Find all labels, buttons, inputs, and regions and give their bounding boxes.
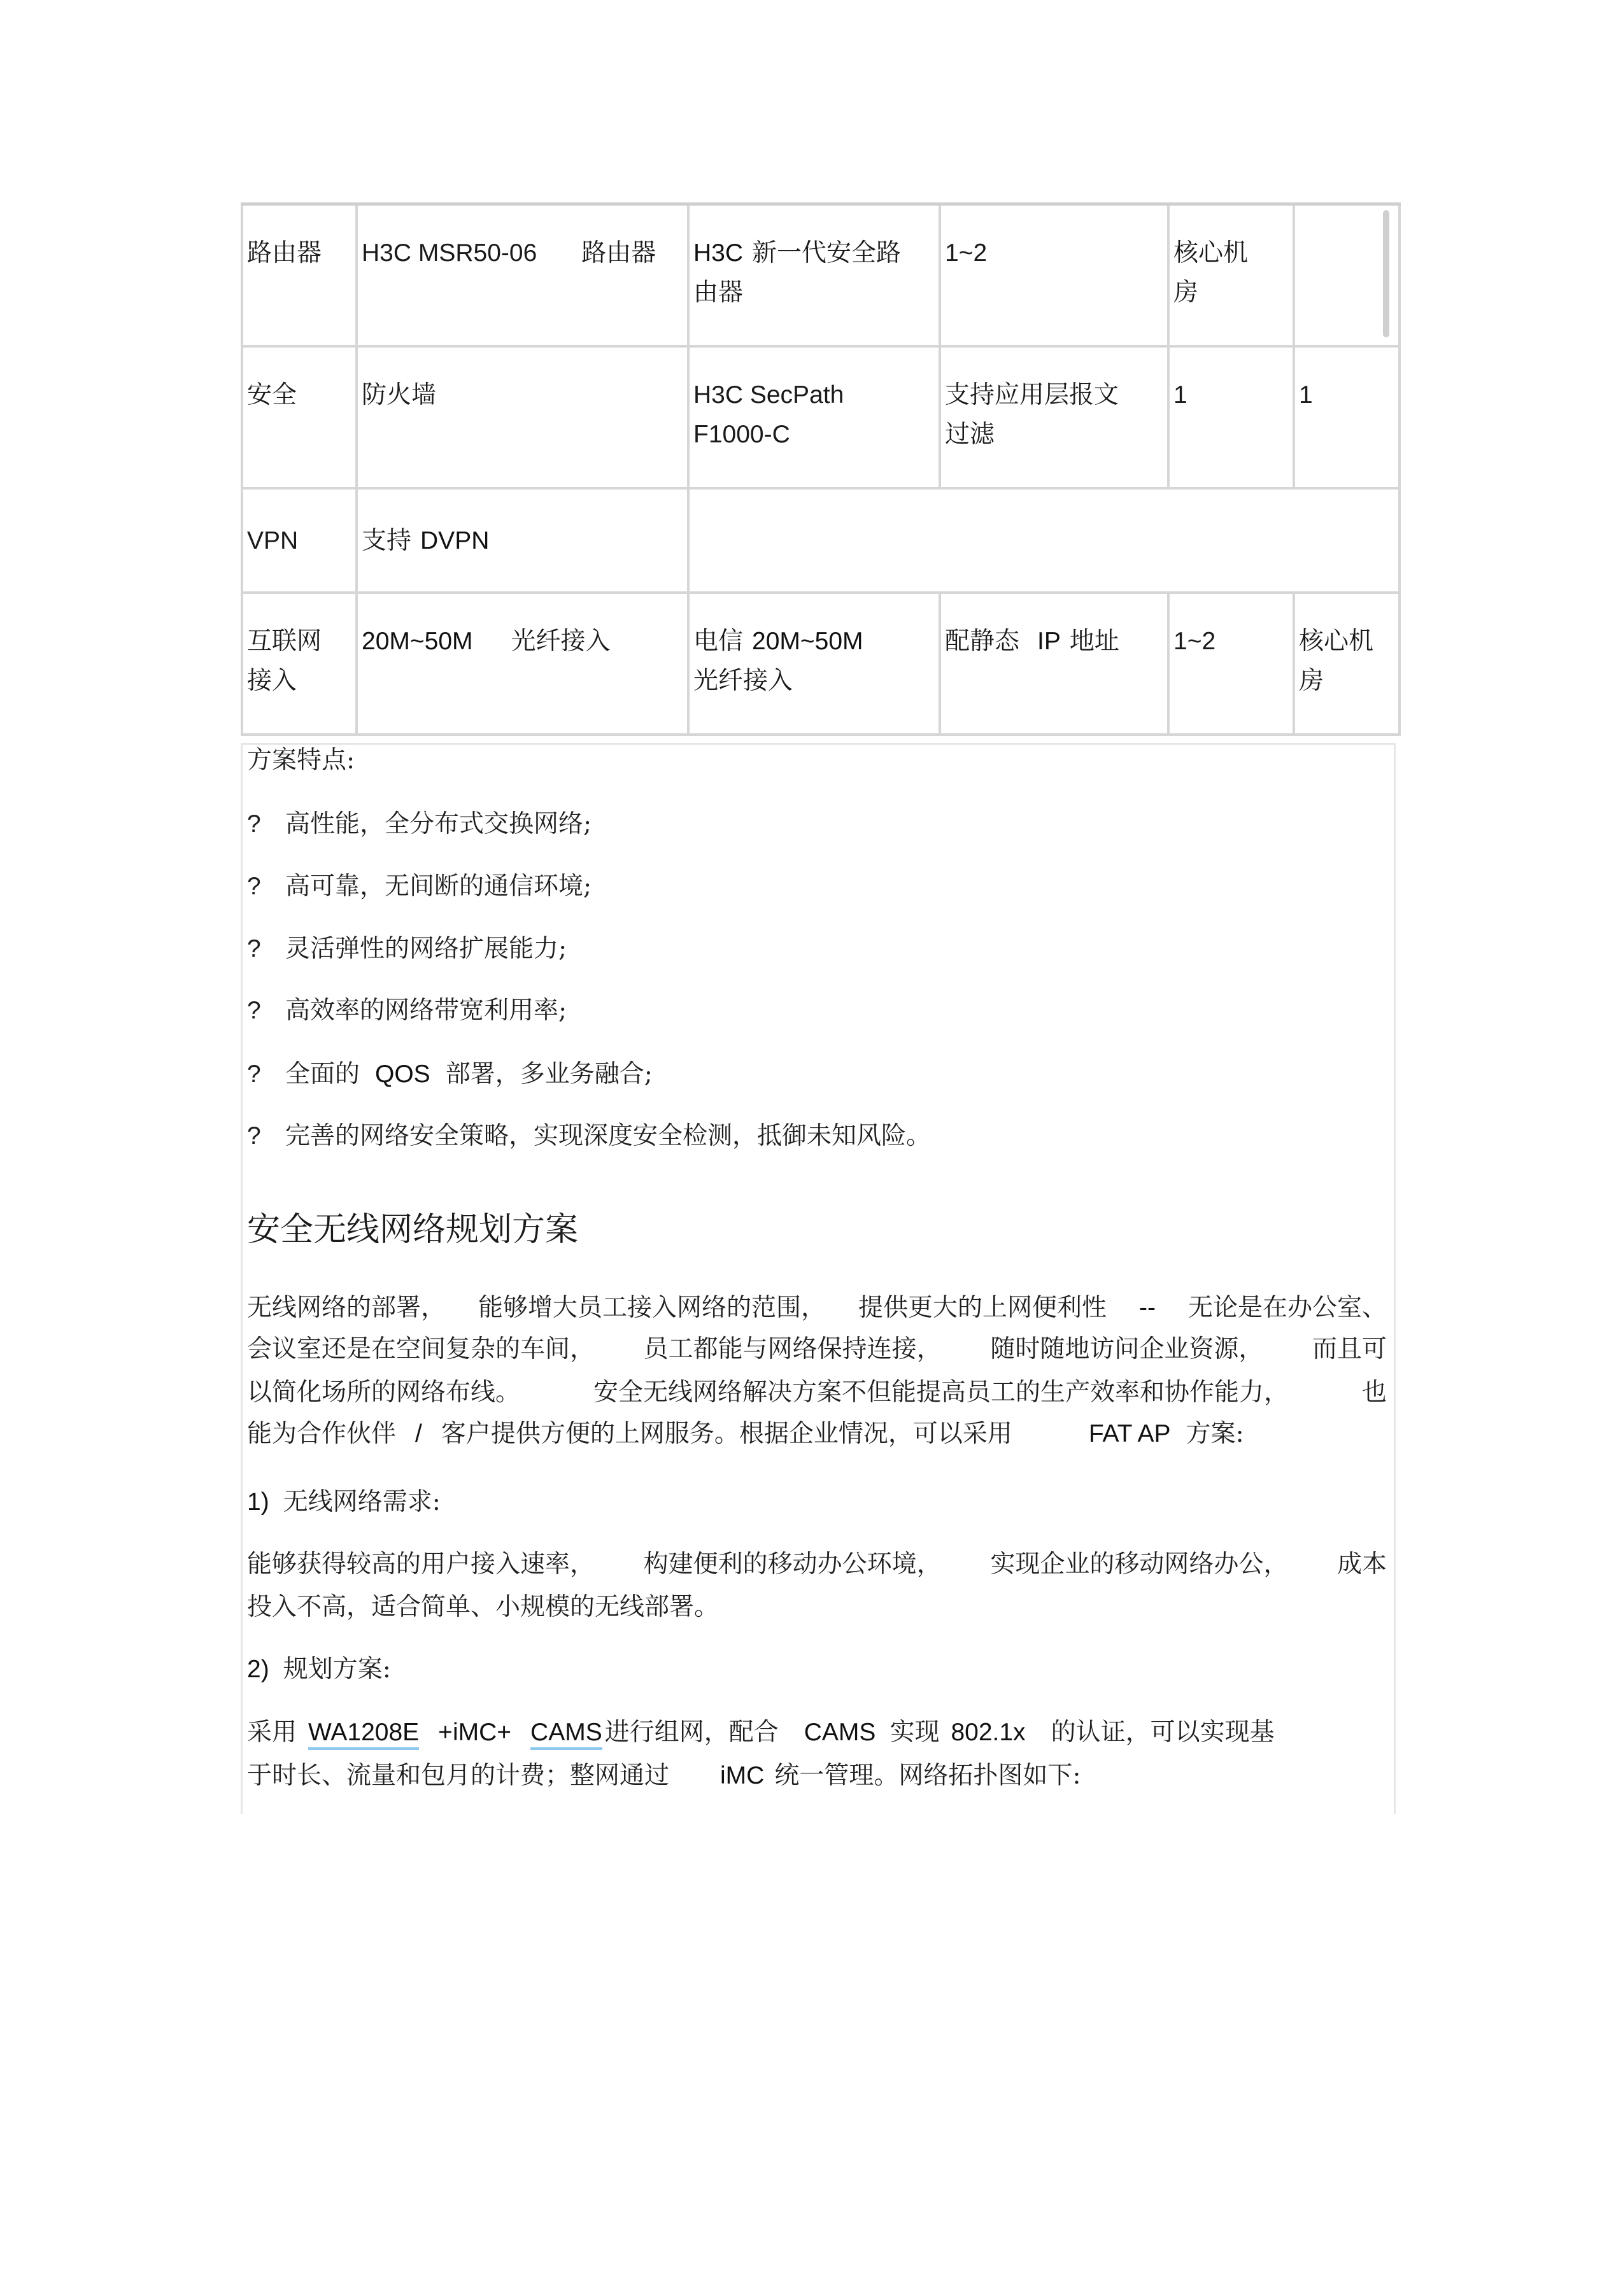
cell-count: 1 [1294, 346, 1400, 488]
cell-quantity: 1~2 [1168, 593, 1294, 735]
cams-link[interactable]: CAMS [530, 1719, 602, 1750]
feature-item: ? 高效率的网络带宽利用率; [247, 995, 567, 1027]
cell-location: 核心机 房 [1294, 593, 1400, 735]
intro-line: 无线网络的部署， 能够增大员工接入网络的范围， 提供更大的上网便利性 -- 无论是在办公室、 [247, 1293, 1387, 1322]
cell-category: VPN [242, 488, 357, 593]
cell-location: 核心机 房 [1168, 204, 1294, 347]
intro-line: 会议室还是在空间复杂的车间， 员工都能与网络保持连接， 随时随地访问企业资源， 而且可 [247, 1335, 1387, 1363]
cell-quantity: 1 [1168, 346, 1294, 488]
plan-line: 于时长、流量和包月的计费；整网通过 iMC 统一管理。网络拓扑图如下: [247, 1761, 1081, 1790]
plan-title: 2) 规划方案: [247, 1655, 391, 1684]
feature-item: ? 高性能，全分布式交换网络; [247, 808, 592, 840]
intro-line: 能为合作伙伴 / 客户提供方便的上网服务。根据企业情况，可以采用 FAT AP 方案: [247, 1419, 1244, 1448]
intro-line: 以简化场所的网络布线。 安全无线网络解决方案不但能提高员工的生产效率和协作能力， 也 [247, 1378, 1387, 1407]
requirements-line: 投入不高，适合简单、小规模的无线部署。 [247, 1593, 719, 1621]
section-heading: 安全无线网络规划方案 [247, 1211, 579, 1249]
wa1208e-link[interactable]: WA1208E [308, 1719, 419, 1750]
cell-isp: 电信 20M~50M 光纤接入 [688, 593, 940, 735]
bullet-icon: ? [247, 935, 261, 962]
bullet-icon: ? [247, 810, 261, 838]
bullet-icon: ? [247, 997, 261, 1024]
cell-bandwidth: 20M~50M 光纤接入 [357, 593, 688, 735]
bullet-icon: ? [247, 1060, 261, 1088]
feature-item: ? 完善的网络安全策略，实现深度安全检测，抵御未知风险。 [247, 1120, 931, 1152]
content-frame [241, 743, 1396, 1814]
equipment-spec-table [241, 202, 1401, 736]
table-row-vpn [242, 488, 1400, 593]
cell-type: 防火墙 [357, 346, 688, 488]
cell-quantity: 1~2 [940, 204, 1168, 347]
feature-item: ? 灵活弹性的网络扩展能力; [247, 933, 567, 965]
cell-category: 安全 [242, 346, 357, 488]
cell-description: 支持应用层报文 过滤 [940, 346, 1168, 488]
cell-category: 路由器 [242, 204, 357, 347]
bullet-icon: ? [247, 873, 261, 900]
cell-feature: 支持 DVPN [357, 488, 688, 593]
table-row-internet [242, 593, 1400, 735]
plan-line: 采用 WA1208E +iMC+ CAMS 进行组网，配合 CAMS 实现 802.1x 的认证，可以实现基 [247, 1717, 1275, 1749]
cell-model: H3C MSR50-06 路由器 [357, 204, 688, 347]
requirements-line: 能够获得较高的用户接入速率， 构建便利的移动办公环境， 实现企业的移动网络办公， 成本 [247, 1550, 1387, 1579]
cell-model: H3C SecPath F1000-C [688, 346, 940, 488]
table-row-security [242, 346, 1400, 488]
feature-item: ? 全面的 QOS 部署，多业务融合; [247, 1059, 653, 1090]
cell-empty-merged [688, 488, 1400, 593]
features-title: 方案特点: [247, 746, 355, 775]
bullet-icon: ? [247, 1122, 261, 1150]
feature-item: ? 高可靠，无间断的通信环境; [247, 871, 592, 903]
table-row-router [242, 204, 1400, 347]
cell-address: 配静态 IP 地址 [940, 593, 1168, 735]
cell-description: H3C 新一代安全路 由器 [688, 204, 940, 347]
cell-category: 互联网 接入 [242, 593, 357, 735]
table-scrollbar-thumb[interactable] [1383, 210, 1389, 337]
requirements-title: 1) 无线网络需求: [247, 1488, 441, 1516]
